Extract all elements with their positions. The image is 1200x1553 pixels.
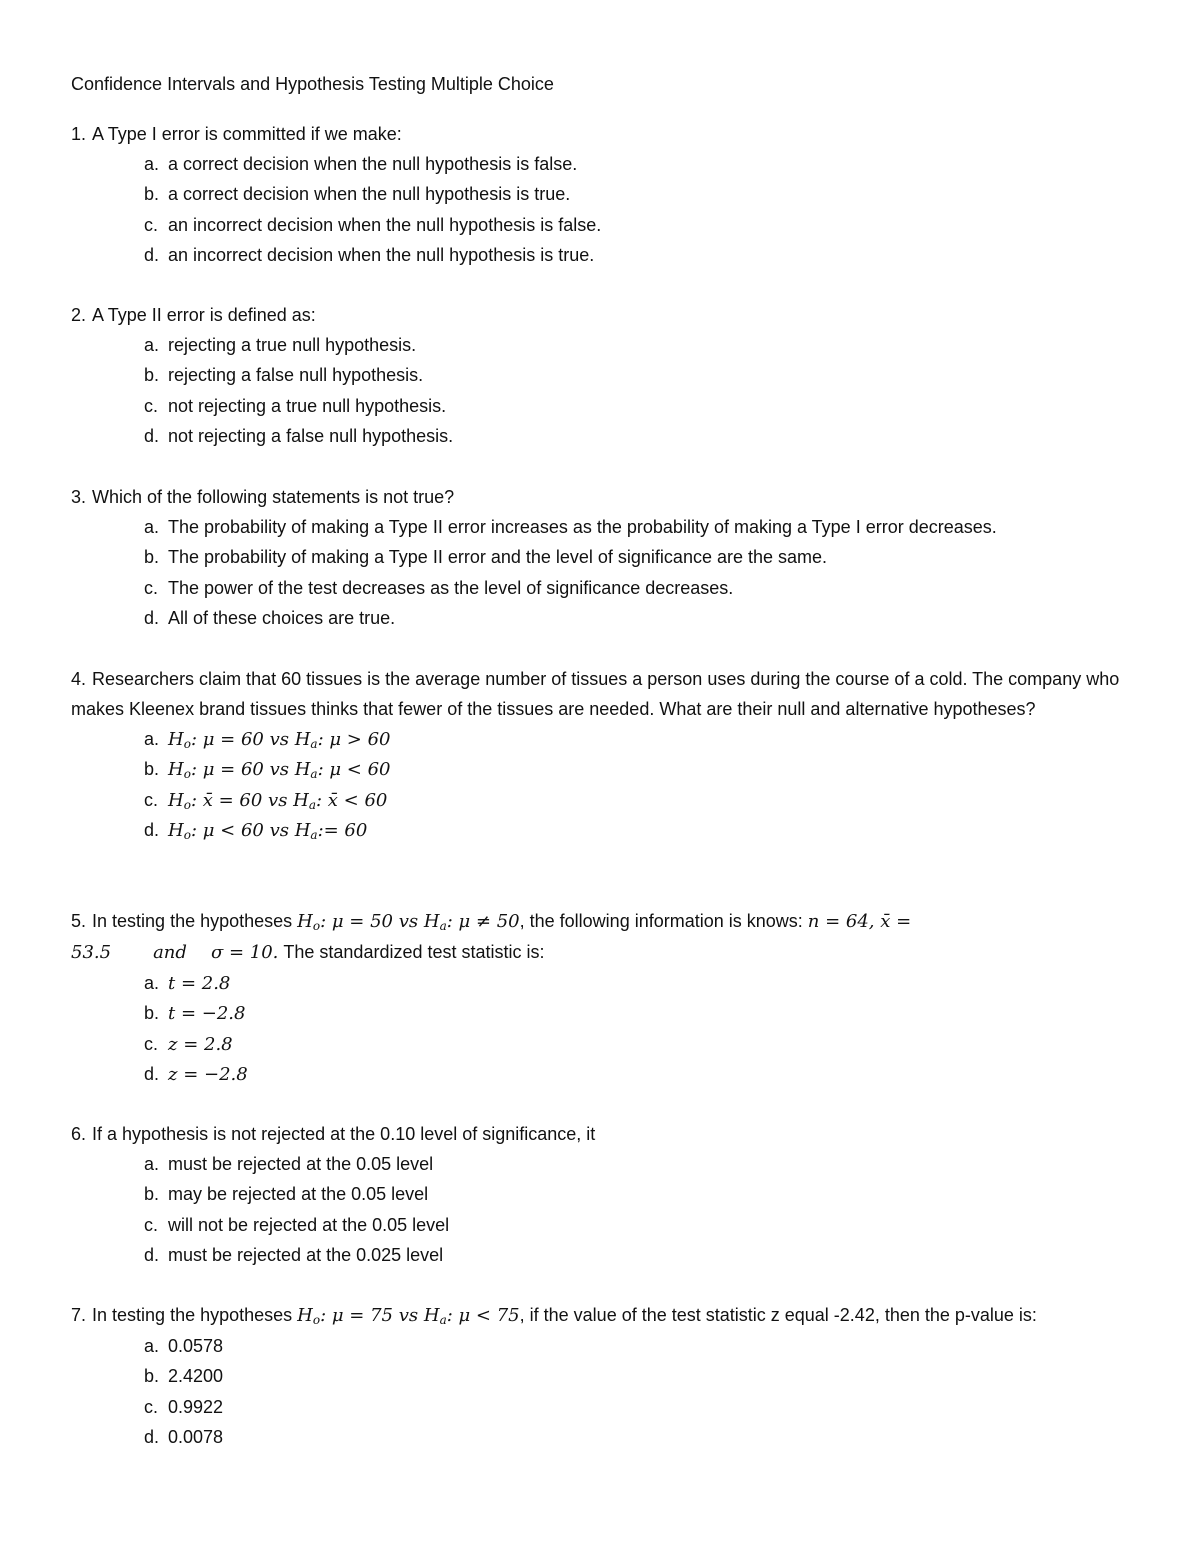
option-c <box>71 391 1151 421</box>
option-letter: a. <box>144 729 160 749</box>
option-letter: d. <box>144 607 160 628</box>
question-stem <box>71 1119 1151 1149</box>
option-d <box>71 603 1151 633</box>
document-title: Confidence Intervals and Hypothesis Testing Multiple Choice <box>71 74 554 94</box>
question-number: 5. <box>71 911 87 931</box>
option-text: must be rejected at the 0.025 level <box>168 1244 444 1265</box>
option-letter: c. <box>144 789 159 810</box>
option-letter: c. <box>144 1033 159 1054</box>
option-letter: a. <box>144 154 160 174</box>
question-7 <box>71 1300 1151 1452</box>
option-letter: b. <box>144 1003 160 1024</box>
question-number: 1. <box>71 124 87 144</box>
option-d <box>71 421 1151 451</box>
option-letter: c. <box>144 1214 159 1235</box>
question-number: 6. <box>71 1124 87 1144</box>
option-text: a correct decision when the null hypothesis is true. <box>168 184 571 205</box>
option-text: an incorrect decision when the null hypothesis is true. <box>168 244 595 265</box>
option-letter: d. <box>144 1244 160 1265</box>
question-stem <box>71 119 1151 149</box>
option-letter: a. <box>144 1154 160 1174</box>
option-text: not rejecting a false null hypothesis. <box>168 425 454 446</box>
options-list <box>71 330 1151 451</box>
option-text: will not be rejected at the 0.05 level <box>168 1214 450 1235</box>
question-4 <box>71 664 1151 845</box>
options-list <box>71 724 1151 845</box>
question-6 <box>71 1119 1151 1270</box>
option-a <box>71 512 1151 542</box>
option-a <box>71 149 1151 179</box>
option-d <box>71 1422 1151 1452</box>
option-text: 0.0578 <box>168 1336 224 1356</box>
question-text: In testing the hypotheses <box>92 1305 298 1325</box>
option-text: The probability of making a Type II error increases as the probability of making a Type I error decreases. <box>168 517 997 537</box>
option-text: t = 2.8 <box>168 973 231 994</box>
hypothesis-expression: $H_o$: μ = 50 vs $H_a$: μ ≠ 50 <box>297 911 520 933</box>
option-text: rejecting a true null hypothesis. <box>168 335 417 355</box>
question-2 <box>71 300 1151 451</box>
given-mean: 53.5 <box>71 942 112 963</box>
option-text: The probability of making a Type II error and the level of significance are the same. <box>168 547 828 568</box>
option-a <box>71 724 1151 754</box>
option-letter: c. <box>144 577 159 598</box>
question-1 <box>71 119 1151 270</box>
question-number: 3. <box>71 487 87 507</box>
options-list <box>71 968 1151 1089</box>
question-text: If a hypothesis is not rejected at the 0.10 level of significance, it <box>92 1124 596 1144</box>
option-letter: c. <box>144 214 159 235</box>
option-letter: b. <box>144 365 160 386</box>
given-sigma: σ = 10. <box>210 942 279 963</box>
option-c <box>71 1210 1151 1240</box>
options-list <box>71 149 1151 270</box>
option-d <box>71 1240 1151 1270</box>
option-letter: d. <box>144 244 160 265</box>
option-letter: b. <box>144 1184 160 1205</box>
option-letter: a. <box>144 517 160 537</box>
question-number: 4. <box>71 669 87 689</box>
option-letter: b. <box>144 1366 160 1387</box>
option-a <box>71 1149 1151 1179</box>
option-b <box>71 542 1151 572</box>
option-letter: c. <box>144 395 159 416</box>
question-text: The standardized test statistic is: <box>278 942 545 962</box>
question-text: , if the value of the test statistic z equal -2.42, then the p-value is: <box>519 1305 1037 1325</box>
option-text: z = −2.8 <box>168 1063 248 1085</box>
hypothesis-expression: $H_o$: x̄ = 60 vs $H_a$: x̄ < 60 <box>168 789 388 812</box>
option-text: rejecting a false null hypothesis. <box>168 365 424 386</box>
option-c <box>71 573 1151 603</box>
given-and: and <box>153 942 187 963</box>
option-b <box>71 998 1151 1028</box>
option-b <box>71 1179 1151 1209</box>
option-letter: a. <box>144 1336 160 1356</box>
option-c <box>71 210 1151 240</box>
question-stem <box>71 300 1151 330</box>
option-letter: b. <box>144 759 160 780</box>
option-text: z = 2.8 <box>168 1033 233 1055</box>
option-c <box>71 785 1151 815</box>
option-text: must be rejected at the 0.05 level <box>168 1154 434 1174</box>
question-5 <box>71 906 1151 1089</box>
option-letter: a. <box>144 335 160 355</box>
question-stem <box>71 482 1151 512</box>
option-b <box>71 1361 1151 1391</box>
question-stem <box>71 906 1151 968</box>
hypothesis-expression: $H_o$: μ = 60 vs $H_a$: μ > 60 <box>168 729 391 751</box>
option-a <box>71 968 1151 998</box>
question-text: Researchers claim that 60 tissues is the average number of tissues a person uses during the course of a cold. The company who makes Kleenex brand tissues thinks that fewer of the tissues are needed. What are their null and alternative hypotheses? <box>71 669 1120 719</box>
option-letter: a. <box>144 973 160 993</box>
option-letter: b. <box>144 184 160 205</box>
question-number: 2. <box>71 305 87 325</box>
hypothesis-expression: $H_o$: μ = 75 vs $H_a$: μ < 75 <box>297 1305 520 1327</box>
options-list <box>71 512 1151 633</box>
option-d <box>71 815 1151 845</box>
given-values: n = 64, x̄ = <box>807 911 912 932</box>
question-stem <box>71 1300 1151 1331</box>
option-text: 2.4200 <box>168 1366 224 1387</box>
question-3 <box>71 482 1151 633</box>
hypothesis-expression: $H_o$: μ = 60 vs $H_a$: μ < 60 <box>168 759 391 782</box>
option-text: may be rejected at the 0.05 level <box>168 1184 429 1205</box>
option-letter: b. <box>144 547 160 568</box>
option-text: The power of the test decreases as the level of significance decreases. <box>168 577 734 598</box>
option-c <box>71 1392 1151 1422</box>
question-text: A Type I error is committed if we make: <box>92 124 402 144</box>
option-text: a correct decision when the null hypothesis is false. <box>168 154 578 174</box>
option-text: t = −2.8 <box>168 1003 246 1025</box>
question-text: In testing the hypotheses <box>92 911 298 931</box>
options-list <box>71 1149 1151 1270</box>
option-a <box>71 1331 1151 1361</box>
question-text: Which of the following statements is not true? <box>92 487 455 507</box>
hypothesis-expression: $H_o$: μ < 60 vs $H_a:= 60$ <box>168 819 368 842</box>
option-b <box>71 360 1151 390</box>
option-c <box>71 1029 1151 1059</box>
option-letter: d. <box>144 819 160 840</box>
question-text: , the following information is knows: <box>519 911 808 931</box>
option-letter: d. <box>144 1426 160 1447</box>
option-text: 0.9922 <box>168 1396 224 1417</box>
option-text: All of these choices are true. <box>168 607 396 628</box>
option-letter: d. <box>144 1063 160 1084</box>
option-b <box>71 179 1151 209</box>
option-letter: c. <box>144 1396 159 1417</box>
options-list <box>71 1331 1151 1452</box>
option-b <box>71 754 1151 784</box>
question-stem <box>71 664 1151 724</box>
option-text: 0.0078 <box>168 1426 224 1447</box>
question-number: 7. <box>71 1305 87 1325</box>
option-letter: d. <box>144 425 160 446</box>
question-text: A Type II error is defined as: <box>92 305 316 325</box>
option-d <box>71 1059 1151 1089</box>
option-text: an incorrect decision when the null hypothesis is false. <box>168 214 602 235</box>
option-text: not rejecting a true null hypothesis. <box>168 395 447 416</box>
option-d <box>71 240 1151 270</box>
option-a <box>71 330 1151 360</box>
